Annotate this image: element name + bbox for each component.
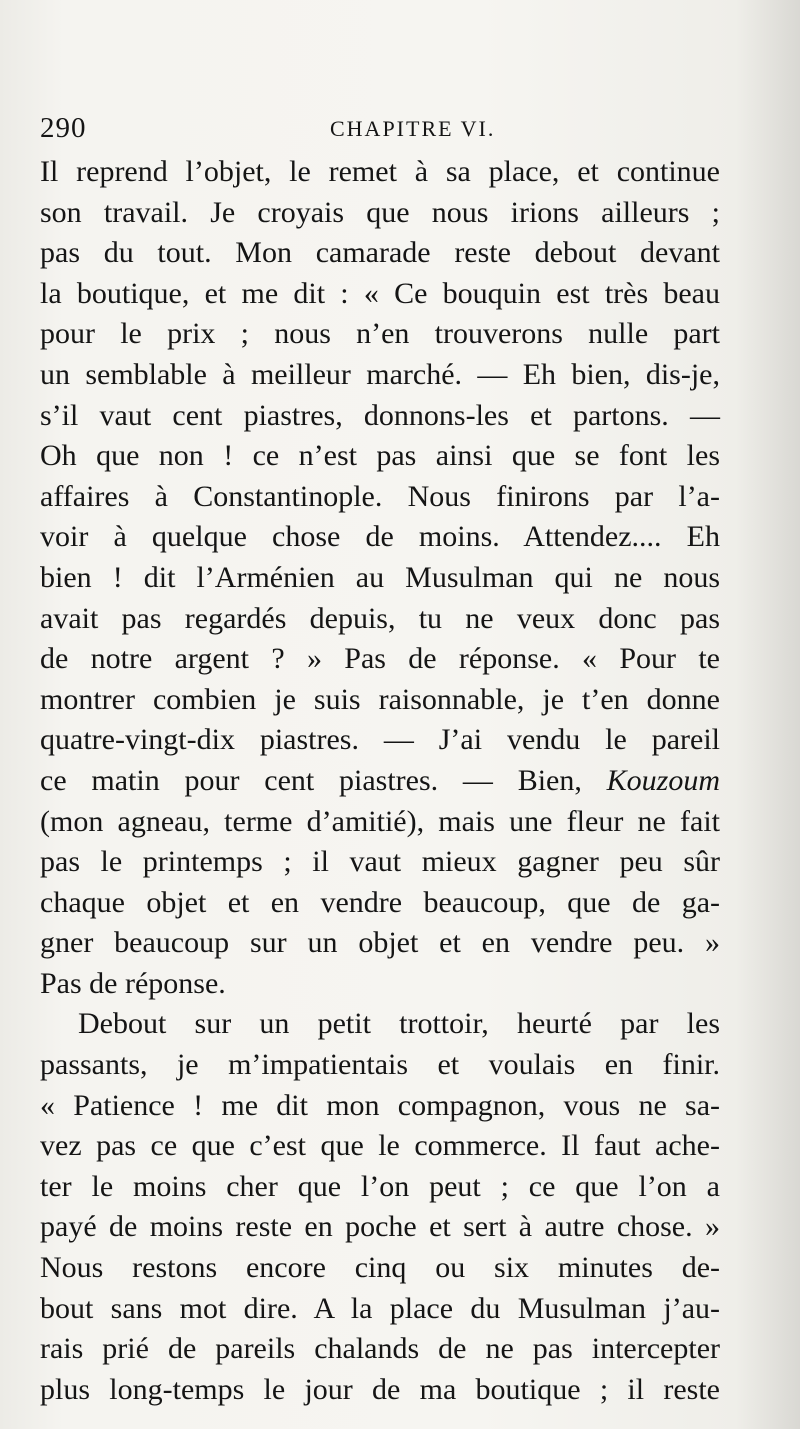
body-text xyxy=(40,152,720,1410)
text-line: un semblable à meilleur marché. — Eh bien, dis-je, xyxy=(40,357,720,391)
text-line: rais prié de pareils chalands de ne pas intercepter xyxy=(40,1332,720,1366)
text-line: bout sans mot dire. A la place du Musulman j’au- xyxy=(40,1291,720,1325)
text-line: passants, je m’impatientais et voulais en finir. xyxy=(40,1048,720,1082)
page-number: 290 xyxy=(40,112,87,144)
text-segment: ce matin pour cent piastres. — Bien, xyxy=(40,763,582,797)
text-line: de notre argent ? » Pas de réponse. « Pour te xyxy=(40,642,720,676)
text-line: pas le printemps ; il vaut mieux gagner peu sûr xyxy=(40,845,720,879)
text-line: s’il vaut cent piastres, donnons-les et partons. — xyxy=(40,398,720,432)
text-line: la boutique, et me dit : « Ce bouquin est très beau xyxy=(40,276,720,310)
text-line: pour le prix ; nous n’en trouverons nulle part xyxy=(40,317,720,351)
text-line: Il reprend l’objet, le remet à sa place, et continue xyxy=(40,155,720,188)
text-line: plus long-temps le jour de ma boutique ; il reste xyxy=(40,1372,720,1406)
running-head: CHAPITRE VI. xyxy=(330,116,496,141)
text-line: voir à quelque chose de moins. Attendez.... Eh xyxy=(40,520,720,554)
text-line: « Patience ! me dit mon compagnon, vous ne sa- xyxy=(40,1088,720,1122)
text-line: avait pas regardés depuis, tu ne veux donc pas xyxy=(40,601,720,635)
page-header xyxy=(40,112,740,148)
text-line: ter le moins cher que l’on peut ; ce que l’on a xyxy=(40,1169,720,1203)
text-line: montrer combien je suis raisonnable, je t’en donne xyxy=(40,682,720,716)
paragraph-end-line: Pas de réponse. xyxy=(40,966,226,1000)
text-line: pas du tout. Mon camarade reste debout devant xyxy=(40,236,720,270)
italic-word: Kouzoum xyxy=(606,763,720,797)
text-line: payé de moins reste en poche et sert à autre chose. » xyxy=(40,1210,720,1244)
text-line: Nous restons encore cinq ou six minutes de- xyxy=(40,1251,720,1285)
text-line: Oh que non ! ce n’est pas ainsi que se font les xyxy=(40,439,720,473)
text-line: affaires à Constantinople. Nous finirons par l’a- xyxy=(40,479,720,513)
paragraph-start-line: Debout sur un petit trottoir, heurté par les xyxy=(78,1007,720,1041)
text-line: (mon agneau, terme d’amitié), mais une fleur ne fait xyxy=(40,804,720,838)
text-line: quatre-vingt-dix piastres. — J’ai vendu le pareil xyxy=(40,723,720,757)
text-line: bien ! dit l’Arménien au Musulman qui ne nous xyxy=(40,560,720,594)
text-line: gner beaucoup sur un objet et en vendre peu. » xyxy=(40,926,720,960)
text-line: vez pas ce que c’est que le commerce. Il faut ache- xyxy=(40,1129,720,1163)
text-line: son travail. Je croyais que nous irions ailleurs ; xyxy=(40,195,720,229)
text-line: chaque objet et en vendre beaucoup, que de ga- xyxy=(40,885,720,919)
text-line-with-italic xyxy=(40,761,720,802)
